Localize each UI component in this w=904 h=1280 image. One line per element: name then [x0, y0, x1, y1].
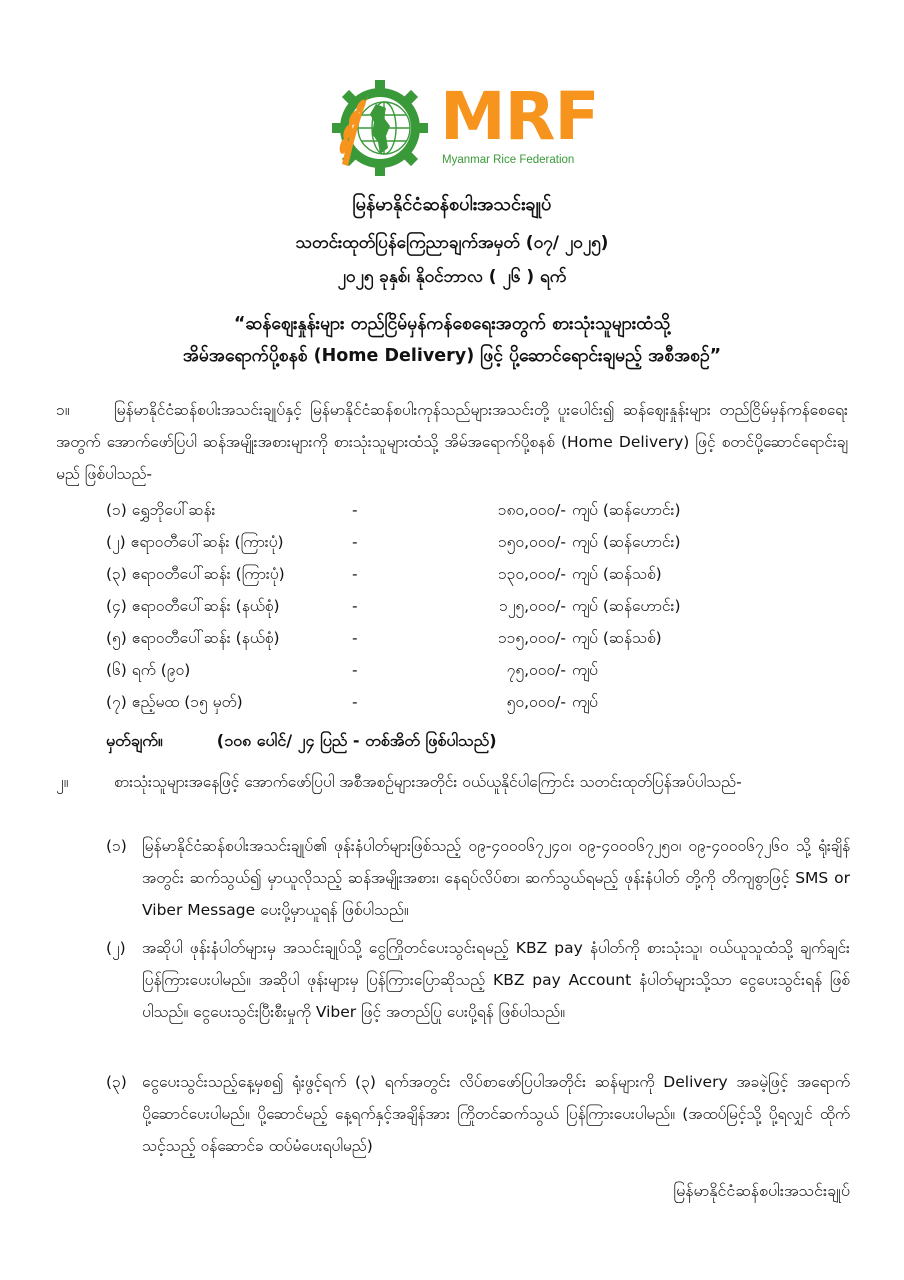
item-text: မြန်မာနိုင်ငံဆန်စပါးအသင်းချုပ်၏ ဖုန်းနံပါတ်များဖြစ်သည့် ၀၉-၄၀၀၀၆၇၂၄၀၊ ၀၉-၄၀၀၀၆၇၂၅၀၊ ၀၉-၄၀၀၀၆၇၂၆၀ သို့ ရုံးချိန်အတွင်း ဆက်သွယ်၍ မှာယူလိုသည့် ဆန်အမျိုးအစား၊ နေရပ်လိပ်စာ၊ ဆက်သွယ်ရမည့် ဖုန်းနံပါတ် တို့ကို တိကျစွာဖြင့် SMS or Viber Message ပေးပို့မှာယူရန် ဖြစ်ပါသည်။ [142, 837, 850, 919]
price-unit: ကျပ် [572, 661, 598, 679]
item-number: (၂) [106, 939, 126, 957]
rice-name: (၇) ဧည့်မထ (၁၅ မှတ်) [106, 693, 243, 711]
section-text: စားသုံးသူများအနေဖြင့် အောက်ဖော်ပြပါ အစီအစဉ်များအတိုင်း ဝယ်ယူနိုင်ပါကြောင်း သတင်းထုတ်ပြန်အပ်ပါသည်- [114, 773, 742, 791]
price-amount: ၁၅၀,၀၀၀/- [497, 533, 566, 551]
org-heading: မြန်မာနိုင်ငံဆန်စပါးအသင်းချုပ် [352, 194, 552, 215]
price-row [106, 590, 681, 622]
rice-name: (၆) ရက် (၉၀) [106, 661, 191, 679]
section-number: ၂။ [56, 773, 69, 791]
price-amount: ၁၈၀,၀၀၀/- [497, 501, 566, 519]
price-unit: ကျပ် (ဆန်သစ်) [572, 565, 662, 583]
notice-date: ၂၀၂၅ ခုနှစ်၊ နိုဝင်ဘာလ ( ၂၆ ) ရက် [337, 267, 567, 287]
title-line-2: အိမ်အရောက်ပို့စနစ် (Home Delivery) ဖြင့် ပို့ဆောင်ရောင်းချမည့် အစီအစဉ်” [182, 346, 722, 366]
instruction-item [106, 830, 850, 926]
logo-subtitle: Myanmar Rice Federation [442, 154, 575, 166]
dash: - [352, 693, 358, 711]
price-row [106, 686, 666, 718]
dash: - [352, 533, 358, 551]
dash: - [352, 501, 358, 519]
gear-globe-icon [328, 78, 438, 178]
section-text: မြန်မာနိုင်ငံဆန်စပါးအသင်းချုပ်နှင့် မြန်မာနိုင်ငံဆန်စပါးကုန်သည်များအသင်းတို့ ပူးပေါင်း၍ ဆန်ဈေးနှုန်းများ တည်ငြိမ်မှန်ကန်စေရေးအတွက် အောက်ဖော်ပြပါ ဆန်အမျိုးအစားများကို စားသုံးသူများထံသို့ အိမ်အရောက်ပို့စနစ် (Home Delivery) ဖြင့် စတင်ပို့ဆောင်ရောင်းချမည် ဖြစ်ပါသည်- [56, 401, 848, 483]
item-number: (၃) [106, 1073, 127, 1091]
item-number: (၁) [106, 837, 127, 855]
note-text: (၁၀၈ ပေါင်/ ၂၄ ပြည် - တစ်အိတ် ဖြစ်ပါသည်) [216, 731, 497, 750]
mrf-logo [328, 78, 599, 178]
note-label: မှတ်ချက်။ [106, 731, 163, 750]
price-amount: ၁၂၅,၀၀၀/- [499, 597, 566, 615]
item-text: အဆိုပါ ဖုန်းနံပါတ်များမှ အသင်းချုပ်သို့ ငွေကြိုတင်ပေးသွင်းရမည့် KBZ pay နံပါတ်ကို စားသုံးသူ၊ ဝယ်ယူသူထံသို့ ချက်ချင်း ပြန်ကြားပေးပါမည်။ အဆိုပါ ဖုန်းများမှ ပြန်ကြားပြောဆိုသည့် KBZ pay Account နံပါတ်များသို့သာ ငွေပေးသွင်းရန် ဖြစ်ပါသည်။ ငွေပေးသွင်းပြီးစီးမှုကို Viber ဖြင့် အတည်ပြု ပေးပို့ရန် ဖြစ်ပါသည်။ [142, 939, 850, 1021]
instruction-item [106, 1066, 850, 1162]
logo-wordmark: MRF [440, 78, 599, 155]
rice-name: (၁) ရွှေဘိုပေါ်ဆန်း [106, 501, 216, 519]
signature: မြန်မာနိုင်ငံဆန်စပါးအသင်းချုပ် [673, 1181, 850, 1200]
note [106, 730, 497, 754]
price-unit: ကျပ် (ဆန်သစ်) [572, 629, 662, 647]
section-number: ၁။ [56, 401, 70, 419]
dash: - [352, 597, 358, 615]
price-amount: ၁၁၅,၀၀၀/- [497, 629, 566, 647]
price-unit: ကျပ် (ဆန်ဟောင်း) [572, 501, 681, 519]
item-text: ငွေပေးသွင်းသည့်နေ့မှစ၍ ရုံးဖွင့်ရက် (၃) ရက်အတွင်း လိပ်စာဖော်ပြပါအတိုင်း ဆန်များကို Delivery အခမဲ့ဖြင့် အရောက်ပို့ဆောင်ပေးပါမည်။ ပို့ဆောင်မည့် နေ့ရက်နှင့်အချိန်အား ကြိုတင်ဆက်သွယ် ပြန်ကြားပေးပါမည်။ (အထပ်မြင့်သို့ ပို့ရလျှင် ထိုက်သင့်သည့် ဝန်ဆောင်ခ ထပ်မံပေးရပါမည်) [142, 1073, 850, 1155]
notice-number: သတင်းထုတ်ပြန်ကြေညာချက်အမှတ် (၀၇/ ၂၀၂၅) [295, 233, 609, 253]
price-row [106, 526, 681, 558]
price-row [106, 622, 666, 654]
price-row [106, 494, 681, 526]
dash: - [352, 629, 358, 647]
rice-name: (၅) ဧရာဝတီပေါ်ဆန်း (နယ်စုံ) [106, 629, 280, 647]
price-amount: ၅၀,၀၀၀/- [506, 693, 566, 711]
price-list [106, 494, 681, 718]
dash: - [352, 661, 358, 679]
price-row [106, 654, 666, 686]
section-2 [56, 766, 848, 798]
dash: - [352, 565, 358, 583]
rice-name: (၂) ဧရာဝတီပေါ်ဆန်း (ကြားပုံ) [106, 533, 284, 551]
price-amount: ၁၃၀,၀၀၀/- [497, 565, 566, 583]
rice-name: (၄) ဧရာဝတီပေါ်ဆန်း (နယ်စုံ) [106, 597, 280, 615]
price-unit: ကျပ် (ဆန်ဟောင်း) [572, 533, 681, 551]
instruction-item [106, 932, 850, 1028]
price-unit: ကျပ် (ဆန်ဟောင်း) [572, 597, 681, 615]
section-1 [56, 394, 848, 490]
price-unit: ကျပ် [572, 693, 598, 711]
rice-name: (၃) ဧရာဝတီပေါ်ဆန်း (ကြားပုံ) [106, 565, 285, 583]
price-amount: ၇၅,၀၀၀/- [506, 661, 566, 679]
title-line-1: “ဆန်ဈေးနှုန်းများ တည်ငြိမ်မှန်ကန်စေရေးအတွက် စားသုံးသူများထံသို့ [233, 314, 671, 334]
price-row [106, 558, 666, 590]
